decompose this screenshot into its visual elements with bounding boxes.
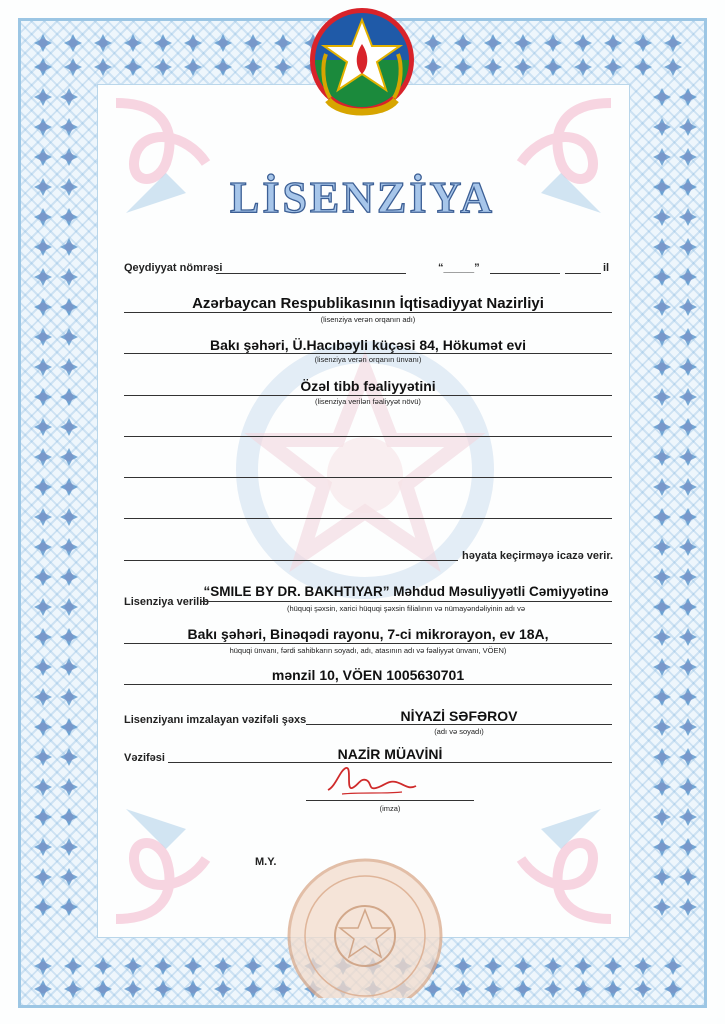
border-motif xyxy=(214,980,232,998)
border-motif xyxy=(653,358,671,376)
border-motif xyxy=(679,598,697,616)
blank-line-2 xyxy=(124,477,612,478)
border-motif xyxy=(60,328,78,346)
border-motif xyxy=(544,34,562,52)
border-motif xyxy=(154,34,172,52)
border-motif xyxy=(679,118,697,136)
border-motif xyxy=(60,478,78,496)
border-motif xyxy=(484,957,502,975)
date-quote: “_____” xyxy=(438,262,480,274)
border-motif xyxy=(454,58,472,76)
border-motif xyxy=(653,88,671,106)
border-motif xyxy=(60,358,78,376)
border-motif xyxy=(34,328,52,346)
border-motif xyxy=(214,58,232,76)
holder-address-underline-1 xyxy=(124,643,612,644)
border-motif xyxy=(34,658,52,676)
border-motif xyxy=(653,598,671,616)
border-motif xyxy=(34,568,52,586)
border-motif xyxy=(34,957,52,975)
border-motif xyxy=(653,898,671,916)
border-motif xyxy=(653,658,671,676)
border-motif xyxy=(653,388,671,406)
border-motif xyxy=(60,748,78,766)
year-suffix: il xyxy=(603,262,610,274)
border-motif xyxy=(484,58,502,76)
border-motif xyxy=(274,58,292,76)
border-motif xyxy=(274,34,292,52)
position-label: Vəzifəsi xyxy=(124,752,165,764)
border-motif xyxy=(60,238,78,256)
border-motif xyxy=(679,508,697,526)
border-motif xyxy=(244,34,262,52)
border-motif xyxy=(544,980,562,998)
border-motif xyxy=(679,898,697,916)
border-motif xyxy=(34,34,52,52)
border-motif xyxy=(60,148,78,166)
border-motif xyxy=(154,957,172,975)
border-motif xyxy=(653,418,671,436)
border-motif xyxy=(679,388,697,406)
holder-address-caption: hüquqi ünvanı, fərdi sahibkarın soyadı, adı, atasının adı və fəaliyyət ünvanı, VÖEN) xyxy=(229,646,507,655)
border-motif xyxy=(60,418,78,436)
border-motif xyxy=(679,358,697,376)
border-motif xyxy=(679,478,697,496)
border-motif xyxy=(653,688,671,706)
border-motif xyxy=(574,980,592,998)
border-motif xyxy=(60,778,78,796)
border-motif xyxy=(679,718,697,736)
border-motif xyxy=(514,957,532,975)
border-motif xyxy=(34,388,52,406)
signature-caption: (imza) xyxy=(379,804,401,813)
border-motif xyxy=(653,808,671,826)
border-motif xyxy=(34,88,52,106)
signer-label: Lisenziyanı imzalayan vəzifəli şəxs xyxy=(124,714,307,726)
border-motif xyxy=(244,58,262,76)
border-motif xyxy=(34,298,52,316)
corner-ornament-bottom-left xyxy=(106,779,256,929)
border-motif xyxy=(604,34,622,52)
border-motif xyxy=(64,34,82,52)
border-motif xyxy=(154,58,172,76)
activity-line xyxy=(124,395,612,396)
border-motif xyxy=(124,980,142,998)
azerbaijan-state-emblem-icon xyxy=(300,4,424,126)
border-motif xyxy=(34,418,52,436)
border-motif xyxy=(653,718,671,736)
border-motif xyxy=(653,628,671,646)
holder-address-line-2: mənzil 10, VÖEN 1005630701 xyxy=(271,667,465,683)
border-motif xyxy=(60,298,78,316)
signature-line xyxy=(306,800,474,801)
border-motif xyxy=(574,58,592,76)
border-motif xyxy=(454,980,472,998)
permit-text: həyata keçirməyə icazə verir. xyxy=(462,550,614,562)
border-motif xyxy=(653,448,671,466)
border-motif xyxy=(34,58,52,76)
issuer-address: Bakı şəhəri, Ü.Hacıbəyli küçəsi 84, Hökumət evi xyxy=(210,337,526,353)
date-month-line xyxy=(490,273,560,274)
border-motif xyxy=(424,58,442,76)
border-motif xyxy=(653,778,671,796)
border-motif xyxy=(34,598,52,616)
border-motif xyxy=(60,688,78,706)
issuer-address-caption: (lisenziya verən orqanın ünvanı) xyxy=(314,355,422,364)
border-motif xyxy=(60,538,78,556)
border-motif xyxy=(124,34,142,52)
border-motif xyxy=(34,838,52,856)
border-motif xyxy=(679,868,697,886)
official-round-seal-icon xyxy=(280,858,450,998)
border-motif xyxy=(244,957,262,975)
border-motif xyxy=(154,980,172,998)
border-motif xyxy=(679,268,697,286)
border-motif xyxy=(60,598,78,616)
border-motif xyxy=(34,148,52,166)
border-motif xyxy=(34,448,52,466)
border-motif xyxy=(34,778,52,796)
holder-caption: (hüquqi şəxsin, xarici hüquqi şəxsin filialının və nümayəndəliyinin adı və xyxy=(286,604,526,613)
issuer-caption: (lisenziya verən orqanın adı) xyxy=(320,315,416,324)
border-motif xyxy=(64,58,82,76)
border-motif xyxy=(514,980,532,998)
border-motif xyxy=(184,957,202,975)
border-motif xyxy=(184,980,202,998)
border-motif xyxy=(60,508,78,526)
border-motif xyxy=(653,538,671,556)
border-motif xyxy=(679,748,697,766)
border-motif xyxy=(454,957,472,975)
border-motif xyxy=(94,957,112,975)
border-motif xyxy=(34,478,52,496)
corner-ornament-bottom-right xyxy=(471,779,621,929)
border-motif xyxy=(653,568,671,586)
border-motif xyxy=(60,118,78,136)
border-motif xyxy=(60,838,78,856)
signer-caption: (adı və soyadı) xyxy=(434,727,484,736)
border-motif xyxy=(679,808,697,826)
registration-number-label: Qeydiyyat nömrəsi xyxy=(124,262,223,274)
border-motif xyxy=(34,980,52,998)
border-motif xyxy=(634,980,652,998)
border-motif xyxy=(94,980,112,998)
border-motif xyxy=(634,58,652,76)
border-motif xyxy=(679,568,697,586)
border-motif xyxy=(34,808,52,826)
border-motif xyxy=(60,388,78,406)
border-motif xyxy=(484,34,502,52)
border-motif xyxy=(653,868,671,886)
border-motif xyxy=(124,957,142,975)
border-motif xyxy=(604,957,622,975)
border-motif xyxy=(679,778,697,796)
border-motif xyxy=(34,628,52,646)
border-motif xyxy=(60,568,78,586)
border-motif xyxy=(94,34,112,52)
border-motif xyxy=(679,688,697,706)
border-motif xyxy=(484,980,502,998)
border-motif xyxy=(653,238,671,256)
blank-line-4 xyxy=(124,560,458,561)
issuer-line xyxy=(124,312,612,313)
border-motif xyxy=(653,328,671,346)
border-motif xyxy=(544,957,562,975)
border-motif xyxy=(424,34,442,52)
border-motif xyxy=(454,34,472,52)
holder-name: “SMILE BY DR. BAKHTIYAR” Məhdud Məsuliyyətli Cəmiyyətinə xyxy=(203,584,609,599)
issuer-name: Azərbaycan Respublikasının İqtisadiyyat Nazirliyi xyxy=(192,295,544,312)
border-motif xyxy=(60,898,78,916)
border-motif xyxy=(214,34,232,52)
border-motif xyxy=(514,58,532,76)
border-motif xyxy=(60,628,78,646)
border-motif xyxy=(34,238,52,256)
border-motif xyxy=(34,268,52,286)
date-year-line xyxy=(565,273,601,274)
border-motif xyxy=(34,718,52,736)
border-motif xyxy=(679,238,697,256)
border-motif xyxy=(34,688,52,706)
border-motif xyxy=(574,34,592,52)
border-motif xyxy=(653,478,671,496)
border-motif xyxy=(653,148,671,166)
border-motif xyxy=(679,838,697,856)
border-motif xyxy=(544,58,562,76)
border-motif xyxy=(34,538,52,556)
border-motif xyxy=(664,957,682,975)
stamp-label: M.Y. xyxy=(255,856,277,868)
border-motif xyxy=(34,868,52,886)
border-motif xyxy=(60,808,78,826)
border-motif xyxy=(124,58,142,76)
border-motif xyxy=(514,34,532,52)
holder-address-line-1: Bakı şəhəri, Binəqədi rayonu, 7-ci mikrorayon, ev 18A, xyxy=(187,626,549,642)
activity-type: Özəl tibb fəaliyyətini xyxy=(300,378,436,394)
border-motif xyxy=(679,658,697,676)
border-motif xyxy=(653,298,671,316)
border-motif xyxy=(184,34,202,52)
border-motif xyxy=(184,58,202,76)
registration-number-line xyxy=(216,273,406,274)
handwritten-signature xyxy=(322,760,422,802)
border-motif xyxy=(34,118,52,136)
border-motif xyxy=(604,980,622,998)
border-motif xyxy=(60,448,78,466)
border-motif xyxy=(34,508,52,526)
border-motif xyxy=(64,980,82,998)
border-motif xyxy=(679,88,697,106)
border-motif xyxy=(664,34,682,52)
border-motif xyxy=(574,957,592,975)
border-motif xyxy=(60,658,78,676)
blank-line-1 xyxy=(124,436,612,437)
border-motif xyxy=(664,58,682,76)
border-motif xyxy=(679,628,697,646)
position-value: NAZİR MÜAVİNİ xyxy=(337,746,443,762)
border-motif xyxy=(653,838,671,856)
border-motif xyxy=(679,298,697,316)
border-motif xyxy=(244,980,262,998)
border-motif xyxy=(679,448,697,466)
border-motif xyxy=(634,957,652,975)
holder-address-underline-2 xyxy=(124,684,612,685)
blank-line-3 xyxy=(124,518,612,519)
border-motif xyxy=(60,88,78,106)
border-motif xyxy=(653,118,671,136)
border-motif xyxy=(653,748,671,766)
activity-caption: (lisenziya verilən fəaliyyət növü) xyxy=(315,397,421,406)
border-motif xyxy=(60,718,78,736)
border-motif xyxy=(679,148,697,166)
document-title: LİSENZİYA xyxy=(229,173,496,222)
border-motif xyxy=(653,268,671,286)
border-motif xyxy=(214,957,232,975)
border-motif xyxy=(679,538,697,556)
border-motif xyxy=(60,268,78,286)
holder-line xyxy=(200,601,612,602)
border-motif xyxy=(679,418,697,436)
border-motif xyxy=(64,957,82,975)
border-motif xyxy=(604,58,622,76)
border-motif xyxy=(60,868,78,886)
border-motif xyxy=(34,748,52,766)
holder-label: Lisenziya verilib xyxy=(124,596,209,608)
border-motif xyxy=(634,34,652,52)
border-motif xyxy=(664,980,682,998)
signer-line xyxy=(306,724,612,725)
border-motif xyxy=(653,508,671,526)
signer-name: NİYAZİ SƏFƏROV xyxy=(400,708,518,724)
border-motif xyxy=(94,58,112,76)
border-motif xyxy=(679,328,697,346)
border-motif xyxy=(34,898,52,916)
border-motif xyxy=(34,358,52,376)
issuer-address-line xyxy=(124,353,612,354)
